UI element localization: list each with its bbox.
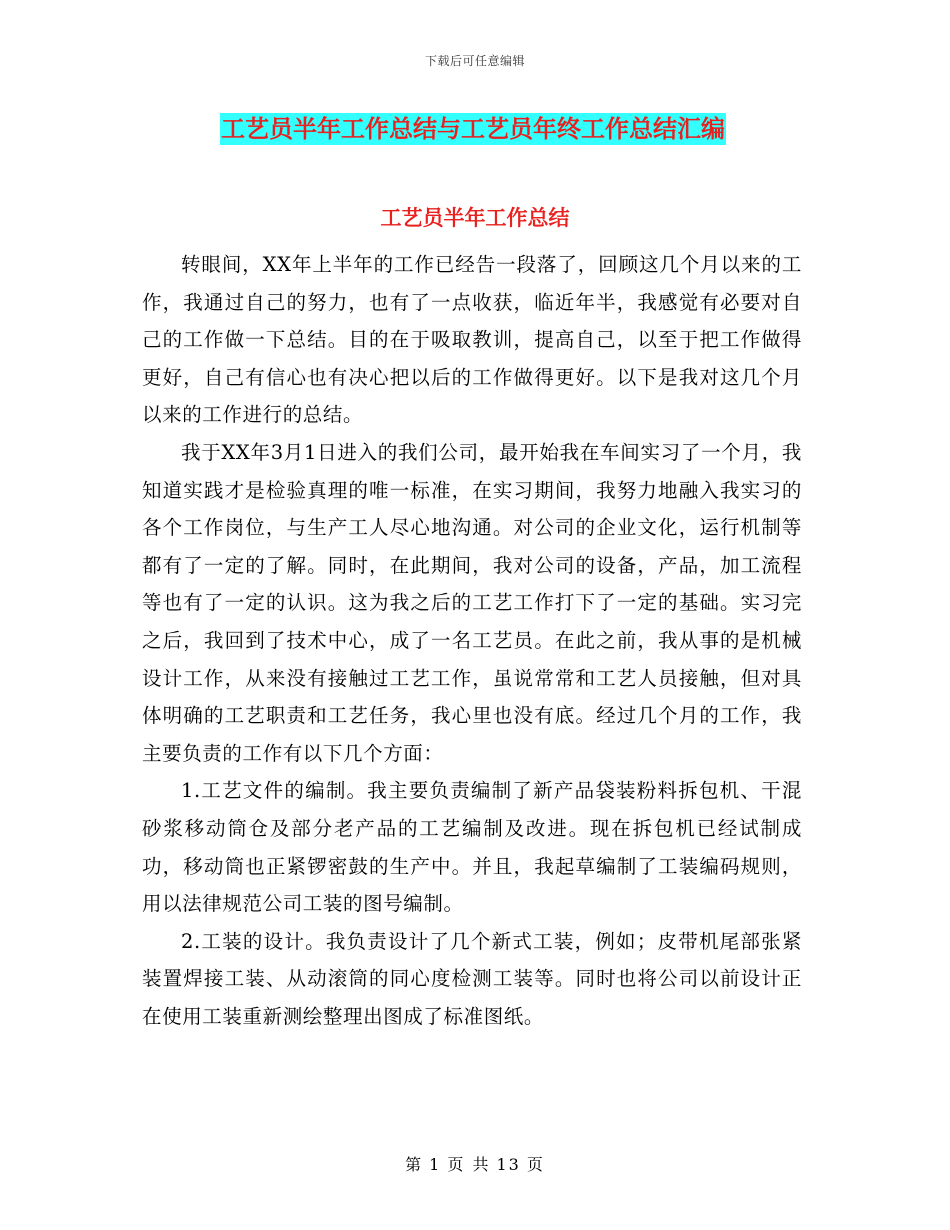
page-label-suffix: 页	[526, 1155, 545, 1174]
body-text	[142, 246, 802, 1035]
total-pages: 13	[496, 1155, 521, 1174]
paragraph-4: 2.工装的设计。我负责设计了几个新式工装，例如；皮带机尾部张紧装置焊接工装、从动滚筒的同心度检测工装等。同时也将公司以前设计正在使用工装重新测绘整理出图成了标准图纸。	[142, 929, 802, 1028]
document-title: 工艺员半年工作总结与工艺员年终工作总结汇编	[221, 115, 725, 143]
page-label-mid: 页 共	[447, 1155, 491, 1174]
page-label-prefix: 第	[405, 1155, 424, 1174]
page-number: 1	[429, 1155, 442, 1174]
section-title: 工艺员半年工作总结	[380, 206, 570, 230]
paragraph-3: 1.工艺文件的编制。我主要负责编制了新产品袋装粉料拆包机、干混砂浆移动筒仓及部分老产品的工艺编制及改进。现在拆包机已经试制成功，移动筒也正紧锣密鼓的生产中。并且，我起草编制了工装编码规则，用以法律规范公司工装的图号编制。	[142, 779, 802, 916]
header-note: 下载后可任意编辑	[424, 54, 525, 68]
paragraph-2: 我于XX年3月1日进入的我们公司，最开始我在车间实习了一个月，我知道实践才是检验真理的唯一标准，在实习期间，我努力地融入我实习的各个工作岗位，与生产工人尽心地沟通。对公司的企业文化，运行机制等都有了一定的了解。同时，在此期间，我对公司的设备，产品，加工流程等也有了一定的认识。这为我之后的工艺工作打下了一定的基础。实习完之后，我回到了技术中心，成了一名工艺员。在此之前，我从事的是机械设计工作，从来没有接触过工艺工作，虽说常常和工艺人员接触，但对具体明确的工艺职责和工艺任务，我心里也没有底。经过几个月的工作，我主要负责的工作有以下几个方面：	[142, 440, 802, 765]
paragraph-1: 转眼间，XX年上半年的工作已经告一段落了，回顾这几个月以来的工作，我通过自己的努力，也有了一点收获，临近年半，我感觉有必要对自己的工作做一下总结。目的在于吸取教训，提高自己，以至于把工作做得更好，自己有信心也有决心把以后的工作做得更好。以下是我对这几个月以来的工作进行的总结。	[142, 253, 802, 427]
page-footer	[0, 1152, 950, 1175]
